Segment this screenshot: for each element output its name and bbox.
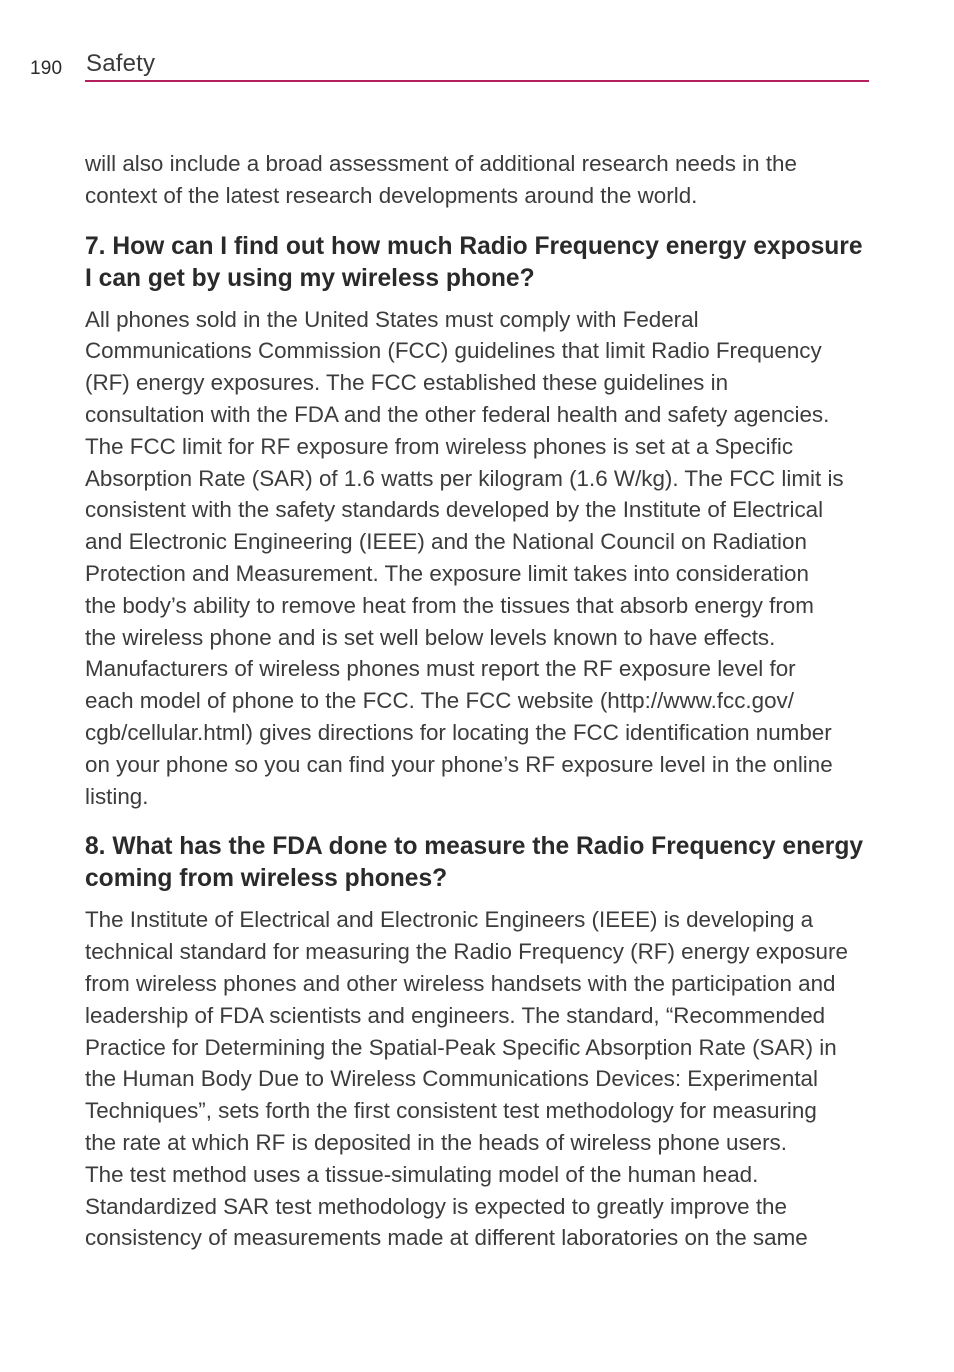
question-8-heading: 8. What has the FDA done to measure the Radio Frequency energy coming from wireless phones? (85, 833, 864, 893)
header-divider (85, 80, 869, 82)
question-8-answer: The Institute of Electrical and Electronic Engineers (IEEE) is developing a technical standard for measuring the Radio Frequency (RF) energy exposure from wireless phones and other wireless handsets with the participation and leadership of FDA scientists and engineers. The standard, “Recommended Practice for Determining the Spatial-Peak Specific Absorption Rate (SAR) in the Human Body Due to Wireless Communications Devices: Experimental Techniques”, sets forth the first consistent test methodology for measuring the rate at which RF is deposited in the heads of wireless phone users. The test method uses a tissue-simulating model of the human head. Standardized SAR test methodology is expected to greatly improve the consistency of measurements made at different laboratories on the same (85, 907, 848, 1251)
page-number: 190 (30, 58, 63, 79)
question-7-answer: All phones sold in the United States must comply with Federal Communications Commission (FCC) guidelines that limit Radio Frequency (RF) energy exposures. The FCC established these guidelines in consultation with the FDA and the other federal health and safety agencies. The FCC limit for RF exposure from wireless phones is set at a Specific Absorption Rate (SAR) of 1.6 watts per kilogram (1.6 W/kg). The FCC limit is consistent with the safety standards developed by the Institute of Electrical and Electronic Engineering (IEEE) and the National Council on Radiation Protection and Measurement. The exposure limit takes into consideration the body’s ability to remove heat from the tissues that absorb energy from the wireless phone and is set well below levels known to have effects. Manufacturers of wireless phones must report the RF exposure level for each model of phone to the FCC. The FCC website (http://www.fcc.gov/ cgb/cellular.html) gives directions for locating the FCC identification number on your phone so you can find your phone’s RF exposure level in the online listing. (85, 306, 844, 809)
question-7-heading: 7. How can I find out how much Radio Frequency energy exposure I can get by using my wireless phone? (85, 232, 863, 292)
section-title: Safety (86, 50, 156, 77)
page-content (85, 148, 875, 1254)
intro-paragraph: will also include a broad assessment of additional research needs in the context of the latest research developments around the world. (85, 151, 797, 208)
